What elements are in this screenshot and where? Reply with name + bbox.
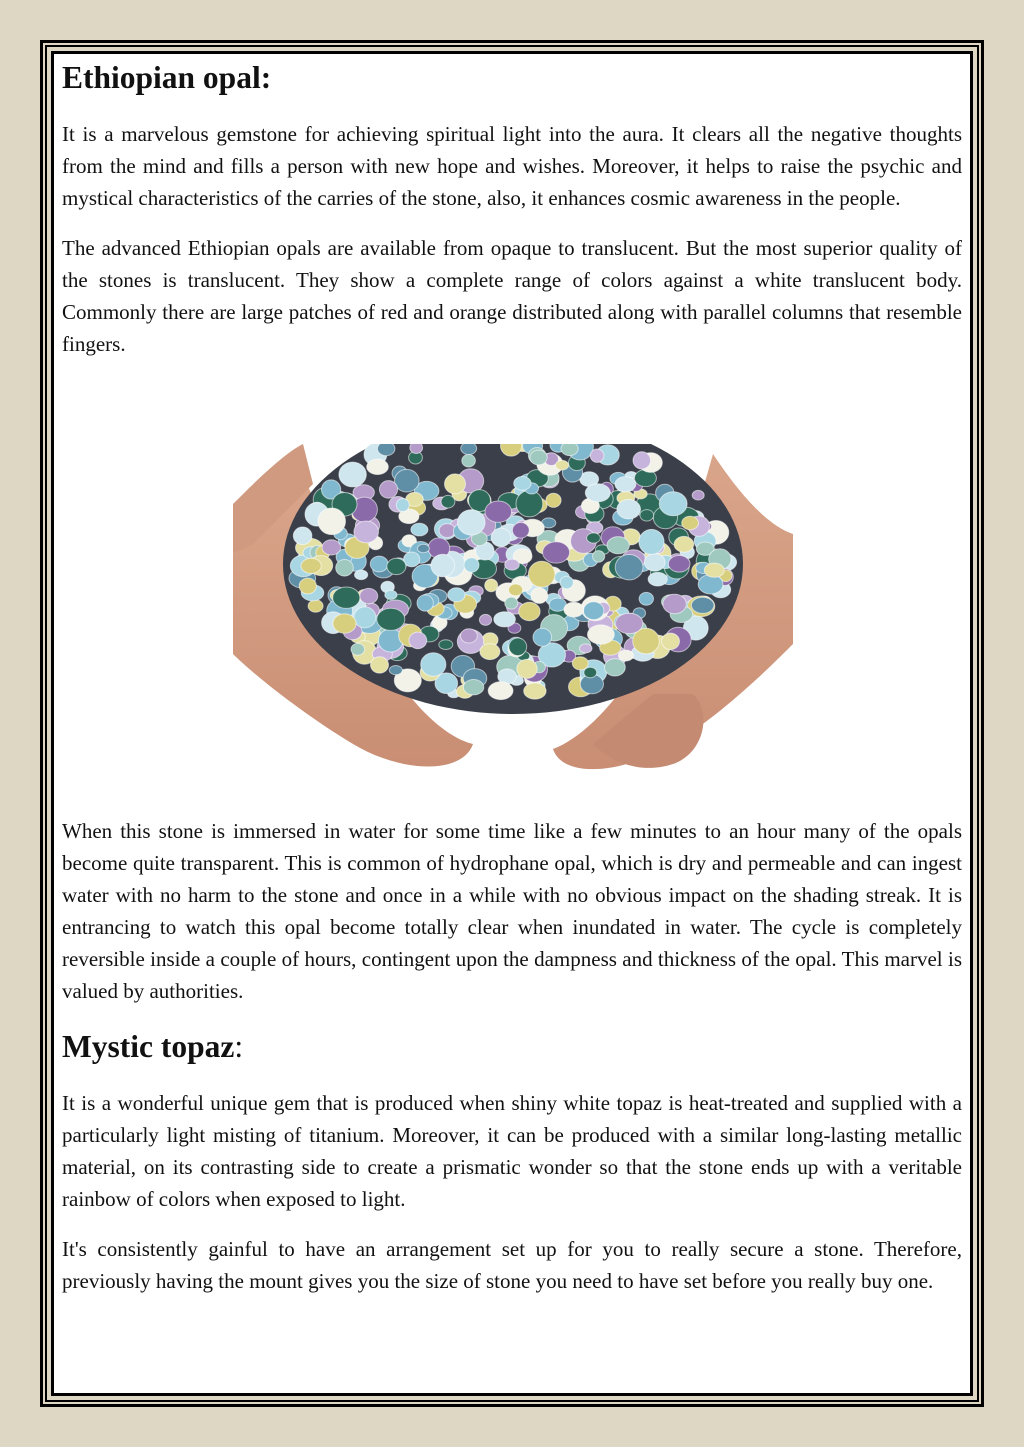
gem-stone <box>458 510 486 535</box>
gem-stone <box>514 477 531 491</box>
gem-stone <box>409 632 427 649</box>
gem-stone <box>546 493 561 507</box>
gem-stone <box>682 516 699 529</box>
gem-stone <box>339 462 366 487</box>
gem-stone <box>448 588 465 602</box>
gem-stone <box>385 590 397 599</box>
gem-stone <box>354 521 379 543</box>
gem-stone <box>351 643 365 655</box>
mystic-topaz-paragraph-1: It is a wonderful unique gem that is produced when shiny white topaz is heat-treated and supplied with a particularly light misting of titanium. Moreover, it can be produced with a similar long-lasting metallic material, on its contrasting side to create a prismatic wonder so that the stone ends up with a veritable rainbow of colors when exposed to light. <box>62 1091 962 1211</box>
gem-stone <box>293 527 312 545</box>
gem-stone <box>531 588 548 604</box>
gem-stone <box>659 492 687 516</box>
ethiopian-opal-heading: Ethiopian opal: <box>62 60 272 95</box>
gem-stone <box>378 444 395 456</box>
gem-stone <box>517 659 537 678</box>
gem-stone <box>421 653 446 676</box>
gem-stone <box>509 638 527 656</box>
gem-stone <box>572 657 588 670</box>
ethiopian-opal-paragraph-3: When this stone is immersed in water for some time like a few minutes to an hour many of the opals become quite transparent. This is common of hydrophane opal, which is dry and permeable and can ingest water with no harm to the stone and once in a while with no obvious impact on the shading streak. It is entrancing to watch this opal become totally clear when inundated in water. The cycle is completely reversible inside a couple of hours, contingent upon the dampness and thickness of the opal. This marvel is valued by authorities. <box>62 819 962 1003</box>
gem-stone <box>698 575 723 594</box>
mystic-topaz-heading <box>62 1025 962 1069</box>
gem-stone <box>519 602 540 620</box>
gem-stone <box>691 597 714 613</box>
gem-stone <box>605 659 626 676</box>
gem-stone <box>692 490 704 500</box>
gem-stone <box>587 533 601 543</box>
ethiopian-opal-paragraph-1: It is a marvelous gemstone for achieving spiritual light into the aura. It clears all the negative thoughts from the mind and fills a person with new hope and wishes. Moreover, it helps to raise the psychic and mystical characteristics of the carries of the stone, also, it enhances cosmic awareness in the people. <box>62 122 962 210</box>
gem-stone <box>505 559 520 570</box>
gem-stone <box>439 524 455 538</box>
gem-stone <box>633 452 651 469</box>
gem-stone <box>530 450 547 465</box>
gem-stone <box>488 682 513 700</box>
gem-stone <box>301 558 321 573</box>
gem-stone <box>308 600 323 612</box>
gem-stone <box>639 529 664 554</box>
gem-stone <box>615 477 636 492</box>
gem-stone <box>485 501 512 522</box>
gem-stone <box>588 625 615 644</box>
gem-stone <box>615 555 643 580</box>
gem-stone <box>336 560 354 577</box>
gem-stone <box>524 683 546 699</box>
gem-stone <box>505 597 518 609</box>
mystic-topaz-paragraph-2: It's consistently gainful to have an arrangement set up for you to really secure a stone. Therefore, previously having the mount gives you the size of stone you need to have set before you really buy one. <box>62 1237 962 1293</box>
lower-content <box>62 815 962 1297</box>
gem-stone <box>674 536 694 552</box>
gem-stone <box>560 576 573 589</box>
gem-stone <box>509 584 523 596</box>
gem-stone <box>593 551 605 563</box>
gem-stone <box>441 495 455 508</box>
gem-stone <box>644 554 665 571</box>
gem-stone <box>333 587 360 608</box>
gem-stone <box>616 613 643 633</box>
gem-stone <box>564 602 584 617</box>
gem-stone <box>371 657 389 673</box>
gem-stone <box>354 607 376 628</box>
gem-stone <box>590 449 604 462</box>
gem-stone <box>463 680 483 695</box>
gem-stone <box>494 612 516 627</box>
gem-stone <box>417 595 433 611</box>
gem-stone <box>516 491 543 517</box>
gem-stone <box>543 542 570 563</box>
gem-stone <box>584 667 597 678</box>
gemstones-in-hands-image <box>233 444 793 780</box>
upper-content <box>62 56 962 360</box>
gem-stone <box>461 444 477 455</box>
ethiopian-opal-paragraph-2: The advanced Ethiopian opals are available from opaque to translucent. But the most superior quality of the stones is translucent. They show a complete range of colors against a white translucent body. Commonly there are large patches of red and orange distributed along with parallel columns that resemble fingers. <box>62 236 962 356</box>
gem-stone <box>639 592 653 605</box>
mystic-topaz-heading-text: Mystic topaz <box>62 1029 235 1064</box>
gem-stone <box>410 444 423 454</box>
gem-stone <box>439 640 453 650</box>
gem-stone <box>617 500 641 519</box>
gem-stone <box>431 554 455 577</box>
gem-stone <box>322 540 341 555</box>
gem-stone <box>668 556 690 573</box>
gem-stone <box>533 628 552 646</box>
gem-stone <box>417 544 429 552</box>
gem-stone <box>370 556 388 572</box>
gem-stone <box>355 570 368 580</box>
gem-stone <box>445 474 466 494</box>
gem-stone <box>640 510 654 521</box>
gem-stone <box>662 633 680 649</box>
gem-stone <box>389 666 402 675</box>
gemstones-illustration <box>233 444 793 780</box>
gem-stone <box>528 561 555 587</box>
gem-stone <box>648 572 667 586</box>
gem-stone <box>561 444 578 456</box>
gem-stone <box>360 588 378 603</box>
gem-stone <box>585 484 610 502</box>
gem-stone <box>462 454 476 467</box>
gem-stone <box>395 469 420 492</box>
gem-stone <box>663 594 686 613</box>
gem-stone <box>607 537 629 554</box>
mystic-topaz-heading-colon: : <box>234 1029 244 1064</box>
gem-stone <box>480 644 500 660</box>
gem-stone <box>479 614 491 625</box>
gem-stone <box>377 608 405 630</box>
gem-stone <box>464 558 479 572</box>
gem-stone <box>704 563 724 577</box>
gem-stone <box>461 629 478 643</box>
gem-stone <box>584 602 604 620</box>
gem-stone <box>318 508 346 535</box>
gem-stone <box>333 614 356 634</box>
gem-stone <box>485 579 498 592</box>
gem-stone <box>556 460 569 470</box>
gem-stone <box>579 644 592 653</box>
gem-stone <box>411 523 428 536</box>
gem-stone <box>387 558 406 574</box>
gem-stone <box>618 650 633 661</box>
gem-stone <box>396 499 409 512</box>
gem-stone <box>367 459 389 474</box>
gem-stone <box>512 523 529 539</box>
gem-stone <box>379 481 397 499</box>
gem-stone <box>299 578 316 594</box>
